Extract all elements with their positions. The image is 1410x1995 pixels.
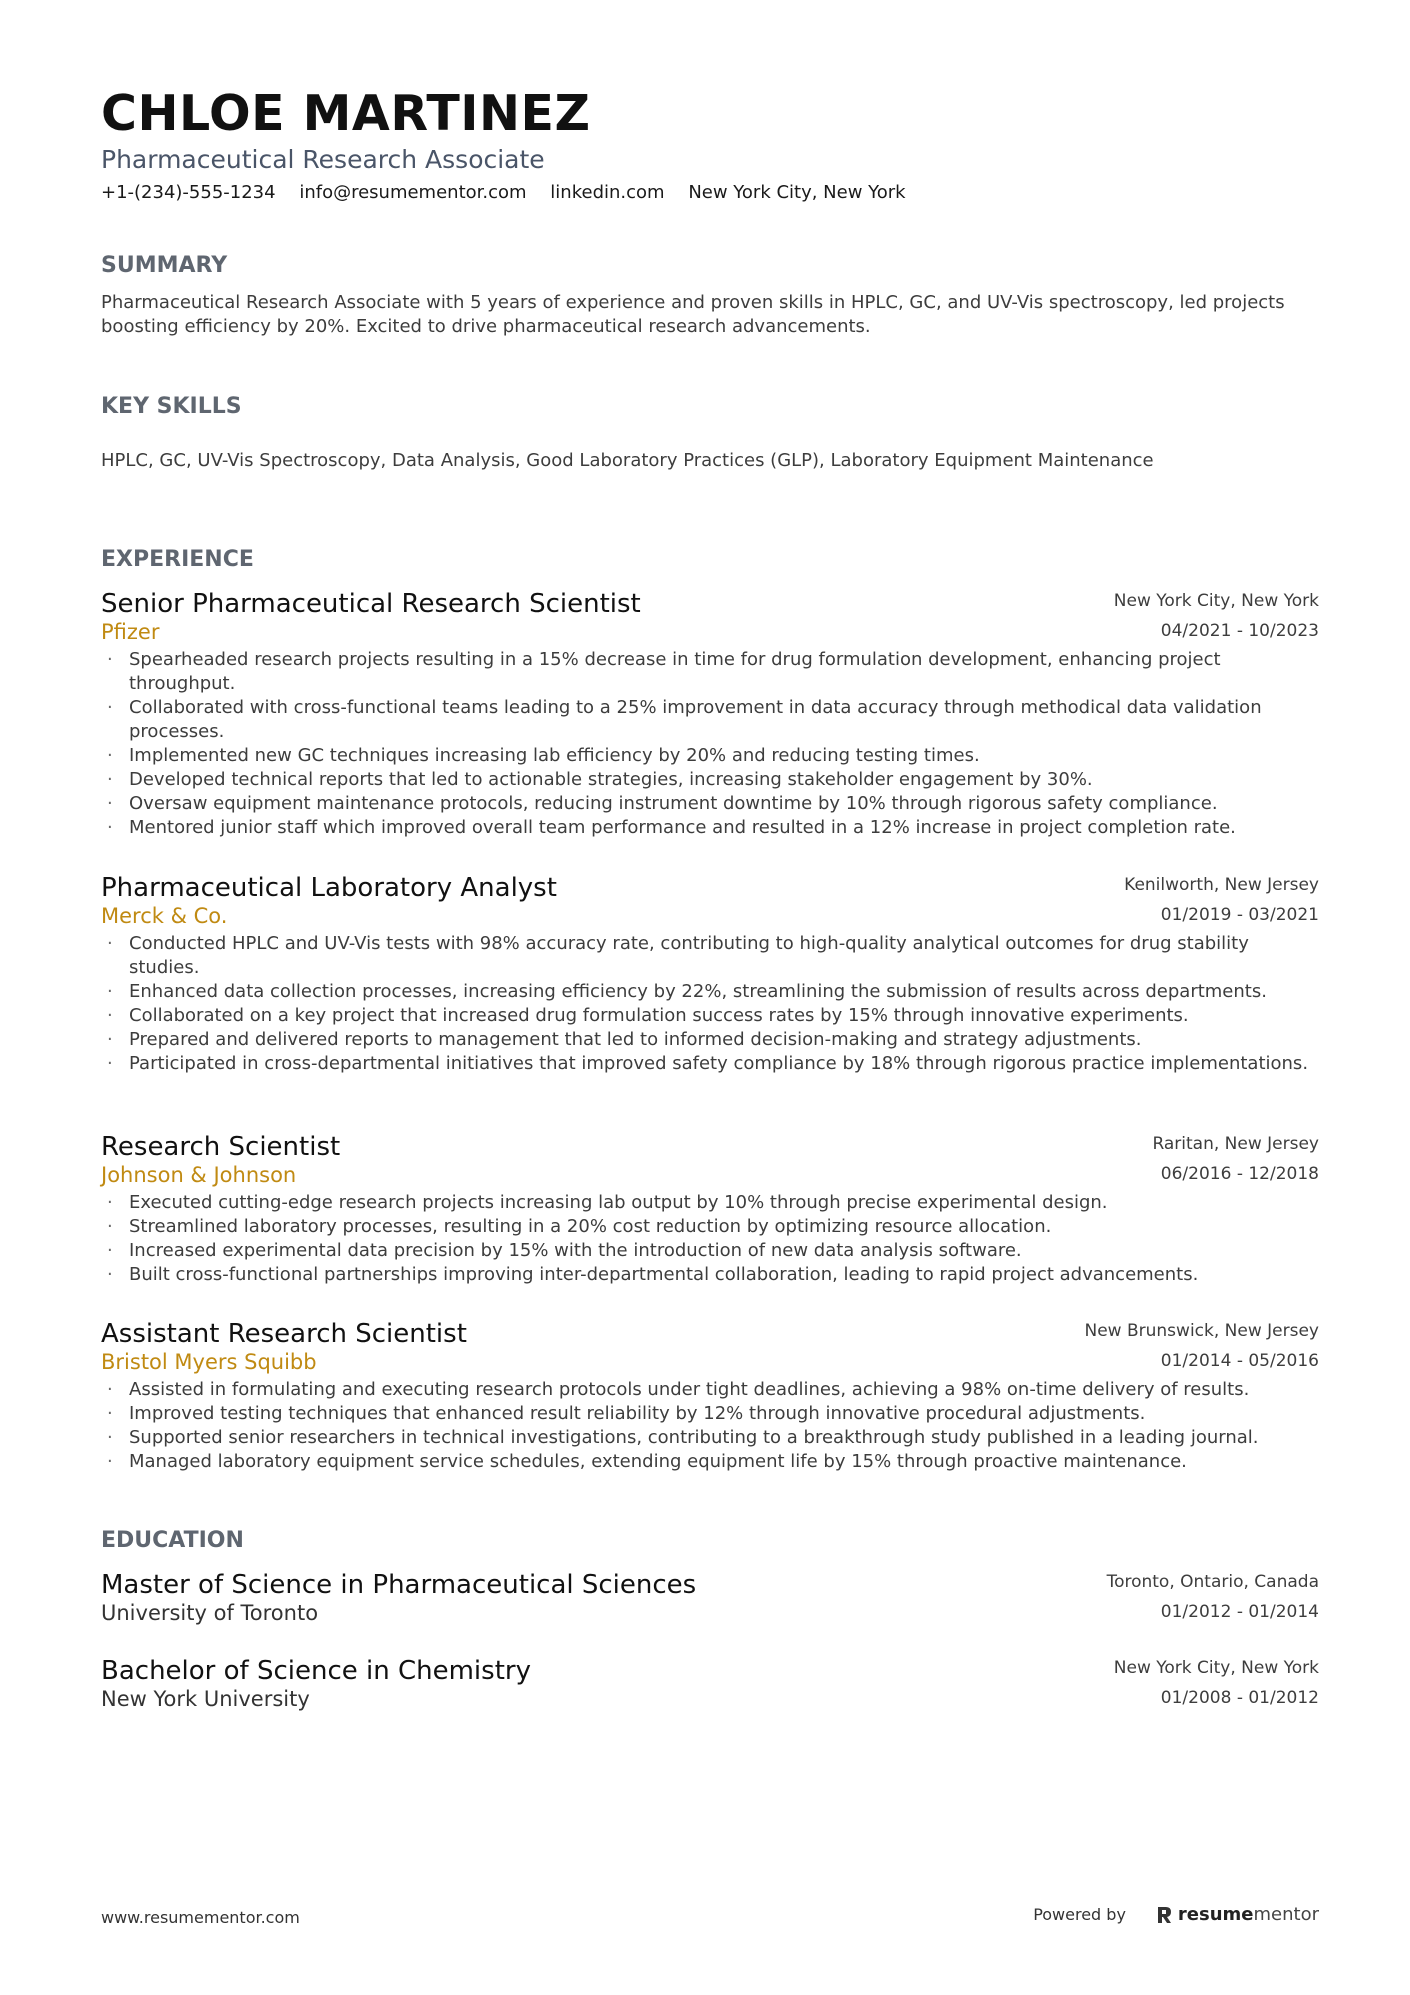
- job-dates: 04/2021 - 10/2023: [1160, 621, 1319, 641]
- job-dates: 01/2019 - 03/2021: [1160, 905, 1319, 925]
- job-bullet: · Prepared and delivered reports to management that led to informed decision-making and strategy adjustments.: [101, 1028, 1319, 1052]
- entry-header: [101, 1131, 1319, 1189]
- contact-email[interactable]: info@resumementor.com: [299, 182, 527, 203]
- job-bullet: · Executed cutting-edge research projects increasing lab output by 10% through precise experimental design.: [101, 1191, 1319, 1215]
- job-bullet: · Conducted HPLC and UV-Vis tests with 98% accuracy rate, contributing to high-quality analytical outcomes for drug stability studies.: [101, 932, 1319, 980]
- logo-text-bold: resume: [1177, 1904, 1254, 1925]
- education-location: Toronto, Ontario, Canada: [1106, 1572, 1319, 1592]
- job-bullet: · Improved testing techniques that enhanced result reliability by 12% through innovative procedural adjustments.: [101, 1402, 1319, 1426]
- job-dates: 06/2016 - 12/2018: [1160, 1164, 1319, 1184]
- experience-entry: [101, 872, 1319, 1076]
- experience-entry: [101, 588, 1319, 840]
- skills-text: HPLC, GC, UV-Vis Spectroscopy, Data Analysis, Good Laboratory Practices (GLP), Laboratory Equipment Maintenance: [101, 450, 1154, 471]
- education-location: New York City, New York: [1113, 1658, 1319, 1678]
- job-bullet: · Streamlined laboratory processes, resulting in a 20% cost reduction by optimizing resource allocation.: [101, 1215, 1319, 1239]
- job-role: Senior Pharmaceutical Research Scientist: [101, 589, 641, 619]
- job-company: Merck & Co.: [101, 904, 228, 928]
- experience-entry: [101, 1318, 1319, 1474]
- school-name: New York University: [101, 1687, 310, 1711]
- contact-line: [101, 180, 1319, 206]
- experience-section: [101, 546, 1319, 1472]
- education-entry: [101, 1569, 1319, 1627]
- experience-heading: EXPERIENCE: [101, 547, 254, 572]
- job-location: New York City, New York: [1113, 591, 1319, 611]
- education-section: [101, 1527, 1319, 1711]
- job-bullets: [101, 932, 1319, 1076]
- education-heading: EDUCATION: [101, 1528, 244, 1553]
- entry-header: [101, 588, 1319, 646]
- candidate-name: CHLOE MARTINEZ: [101, 85, 591, 142]
- school-name: University of Toronto: [101, 1601, 319, 1625]
- job-bullet: · Collaborated on a key project that increased drug formulation success rates by 15% through innovative experiments.: [101, 1004, 1319, 1028]
- job-dates: 01/2014 - 05/2016: [1160, 1351, 1319, 1371]
- job-bullet: · Collaborated with cross-functional teams leading to a 25% improvement in data accuracy through methodical data validation processes.: [101, 696, 1319, 744]
- candidate-title: Pharmaceutical Research Associate: [101, 145, 545, 174]
- contact-linkedin[interactable]: linkedin.com: [550, 182, 665, 203]
- summary-heading: SUMMARY: [101, 253, 228, 278]
- skills-heading: KEY SKILLS: [101, 394, 242, 419]
- job-bullet: · Implemented new GC techniques increasing lab efficiency by 20% and reducing testing times.: [101, 744, 1319, 768]
- summary-section: [101, 252, 1319, 339]
- job-bullet: · Oversaw equipment maintenance protocols, reducing instrument downtime by 10% through rigorous safety compliance.: [101, 792, 1319, 816]
- education-dates: 01/2008 - 01/2012: [1160, 1688, 1319, 1708]
- footer-website[interactable]: www.resumementor.com: [101, 1908, 300, 1927]
- job-bullet: · Managed laboratory equipment service schedules, extending equipment life by 15% through proactive maintenance.: [101, 1450, 1319, 1474]
- job-bullet: · Mentored junior staff which improved overall team performance and resulted in a 12% increase in project completion rate.: [101, 816, 1319, 840]
- skills-section: [101, 393, 1319, 473]
- job-bullets: [101, 1378, 1319, 1474]
- resume-header: [101, 84, 1319, 206]
- contact-phone[interactable]: +1-(234)-555-1234: [101, 182, 276, 203]
- job-role: Pharmaceutical Laboratory Analyst: [101, 873, 557, 903]
- job-bullet: · Built cross-functional partnerships improving inter-departmental collaboration, leading to rapid project advancements.: [101, 1263, 1319, 1287]
- job-company: Pfizer: [101, 620, 160, 644]
- resumementor-logo-icon: [1156, 1905, 1174, 1925]
- job-bullet: · Assisted in formulating and executing research protocols under tight deadlines, achieving a 98% on-time delivery of results.: [101, 1378, 1319, 1402]
- job-bullets: [101, 648, 1319, 840]
- education-dates: 01/2012 - 01/2014: [1160, 1602, 1319, 1622]
- degree-name: Master of Science in Pharmaceutical Sciences: [101, 1570, 697, 1600]
- logo-text-light: mentor: [1253, 1904, 1319, 1925]
- footer-branding: [1033, 1904, 1319, 1925]
- entry-header: [101, 1318, 1319, 1376]
- job-bullet: · Developed technical reports that led to actionable strategies, increasing stakeholder engagement by 30%.: [101, 768, 1319, 792]
- job-bullet: · Increased experimental data precision by 15% with the introduction of new data analysis software.: [101, 1239, 1319, 1263]
- resumementor-logo[interactable]: [1156, 1904, 1319, 1925]
- job-role: Research Scientist: [101, 1132, 341, 1162]
- job-location: Kenilworth, New Jersey: [1124, 875, 1319, 895]
- entry-header: [101, 872, 1319, 930]
- job-bullet: · Supported senior researchers in technical investigations, contributing to a breakthrough study published in a leading journal.: [101, 1426, 1319, 1450]
- job-bullet: · Spearheaded research projects resulting in a 15% decrease in time for drug formulation development, enhancing project throughput.: [101, 648, 1319, 696]
- job-bullets: [101, 1191, 1319, 1287]
- job-location: Raritan, New Jersey: [1152, 1134, 1319, 1154]
- experience-entry: [101, 1131, 1319, 1287]
- job-company: Johnson & Johnson: [101, 1163, 297, 1187]
- job-location: New Brunswick, New Jersey: [1084, 1321, 1319, 1341]
- education-entry: [101, 1655, 1319, 1713]
- job-bullet: · Enhanced data collection processes, increasing efficiency by 22%, streamlining the submission of results across departments.: [101, 980, 1319, 1004]
- job-bullet: · Participated in cross-departmental initiatives that improved safety compliance by 18% through rigorous practice implementations.: [101, 1052, 1319, 1076]
- job-role: Assistant Research Scientist: [101, 1319, 467, 1349]
- powered-by-label: Powered by: [1033, 1905, 1126, 1924]
- job-company: Bristol Myers Squibb: [101, 1350, 317, 1374]
- summary-text: Pharmaceutical Research Associate with 5 years of experience and proven skills in HPLC, GC, and UV-Vis spectroscopy, led projects boosting efficiency by 20%. Excited to drive pharmaceutical research advancements.: [101, 292, 1285, 337]
- degree-name: Bachelor of Science in Chemistry: [101, 1656, 531, 1686]
- contact-location: New York City, New York: [688, 182, 906, 203]
